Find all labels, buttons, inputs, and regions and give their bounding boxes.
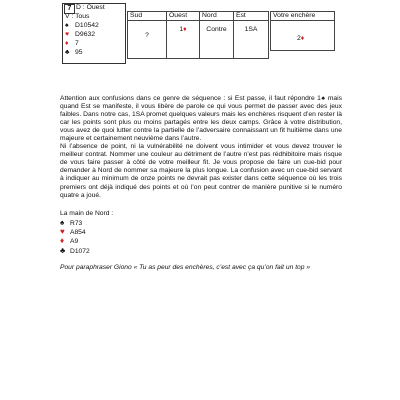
- club-icon: ♣: [60, 245, 66, 255]
- south-clubs: 95: [75, 49, 83, 56]
- south-clubs-row: [65, 49, 83, 57]
- bidding-header-row: [128, 12, 269, 21]
- diamond-icon: ♦: [300, 35, 305, 42]
- spade-icon: ♠: [60, 218, 65, 227]
- north-spades-row: ♠ R73: [60, 218, 83, 227]
- header-ouest: Ouest: [167, 12, 200, 21]
- south-hearts-row: [65, 31, 95, 39]
- votre-enchere-label: Votre enchère: [273, 12, 316, 19]
- bid-ouest: 1♦: [167, 21, 200, 59]
- closing-quote: Pour paraphraser Giono « Tu as peur des enchères, c’est avec ça qu’on fait un top »: [60, 264, 311, 271]
- heart-icon: ♥: [65, 31, 70, 38]
- deal-box: [62, 3, 126, 64]
- bid-sud: ?: [128, 21, 167, 59]
- south-spades: D10542: [75, 22, 99, 29]
- header-sud: Sud: [128, 12, 167, 21]
- north-hearts-row: ♥ A854: [60, 227, 86, 237]
- north-hand: [60, 219, 90, 256]
- vulnerability-label: V : Tous: [65, 13, 90, 20]
- south-hearts: D9632: [75, 31, 96, 38]
- diamond-icon: ♦: [65, 40, 69, 47]
- north-diamonds-row: ♦ A9: [60, 236, 79, 246]
- deal-number: 7: [64, 4, 75, 14]
- header-nord: Nord: [200, 12, 234, 21]
- north-hand-title: La main de Nord :: [60, 210, 114, 217]
- south-spades-row: [65, 22, 99, 30]
- bidding-values-row: [128, 21, 269, 59]
- south-diamonds-row: [65, 40, 79, 48]
- header-est: Est: [234, 12, 269, 21]
- votre-enchere-box: [270, 11, 335, 51]
- spade-icon: ♠: [65, 22, 69, 29]
- diamond-icon: ♦: [60, 236, 65, 246]
- north-clubs-row: ♣ D1072: [60, 245, 90, 255]
- bidding-table: [127, 11, 269, 59]
- commentary: [60, 95, 342, 200]
- club-icon: ♣: [65, 49, 70, 56]
- south-diamonds: 7: [75, 40, 79, 47]
- divider: [271, 20, 334, 21]
- bid-est: 1SA: [234, 21, 269, 59]
- bid-nord: Contre: [200, 21, 234, 59]
- paragraph-1: Attention aux confusions dans ce genre de séquence : si Est passe, il faut répondre 1♠ mais quand Est se manifeste, il vous libère de parole ce qui vous permet de passer avec des jeux faibles. Dans notre cas, 1SA promet quelques valeurs mais les enchères risquent d’en rester là car les points sont plus ou moins partagés entre les deux camps. Grâce à votre distribution, vous avez de quoi lutter contre la partielle de l’adversaire connaissant un fit huitième dans une majeure et certainement neuvième dans l’autre.: [60, 95, 342, 143]
- votre-enchere-bid: 2♦: [297, 35, 305, 42]
- diamond-icon: ♦: [183, 26, 187, 33]
- paragraph-2: Ni l’absence de point, ni la vulnérabilité ne doivent vous intimider et vous devez trouver le meilleur contrat. Nommer une couleur au détriment de l’autre n’est pas rédhibitoire mais risque de vous faire passer à côté de votre meilleur fit. Je vous propose de faire un cue-bid pour demander à Nord de nommer sa majeure la plus longue. La confusion avec un cue-bid servant à indiquer au minimum de onze points ne devrait pas exister dans cette séquence où les trois premiers ont déjà indiqué des points et où l’on peut contrer de manière punitive si le numéro quatre a joué.: [60, 143, 342, 199]
- heart-icon: ♥: [60, 227, 65, 237]
- dealer-label: D : Ouest: [76, 4, 105, 11]
